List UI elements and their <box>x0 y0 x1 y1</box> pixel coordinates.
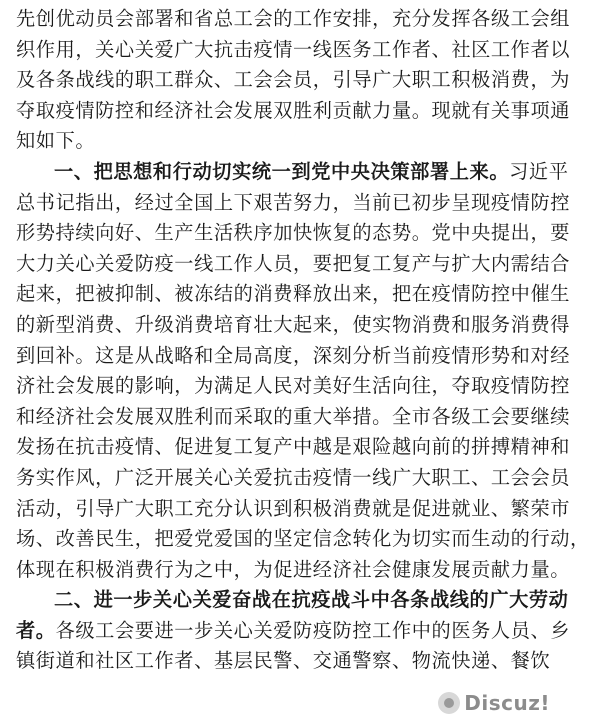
text-line: 镇街道和社区工作者、基层民警、交通警察、物流快递、餐饮 <box>16 649 551 673</box>
text-line: 发扬在抗击疫情、促进复工复产中越是艰险越向前的拼搏精神和 <box>16 435 571 459</box>
text-line: 活动，引导广大职工充分认识到积极消费就是促进就业、繁荣市 <box>16 496 571 520</box>
text-line: 到回补。这是从战略和全局高度，深刻分析当前疫情形势和对经 <box>16 343 571 367</box>
text-line: 济社会发展的影响，为满足人民对美好生活向往，夺取疫情防控 <box>16 374 571 398</box>
text-line: 总书记指出，经过全国上下艰苦努力，当前已初步呈现疫情防控 <box>16 190 571 214</box>
text-line: 及各条战线的职工群众、工会会员，引导广大职工积极消费，为 <box>16 68 571 92</box>
watermark-text: Discuz! <box>464 691 550 715</box>
watermark <box>434 687 554 719</box>
text-line: 起来，把被抑制、被冻结的消费释放出来，把在疫情防控中催生 <box>16 282 571 306</box>
text-line: 和经济社会发展双胜利而采取的重大举措。全市各级工会要继续 <box>16 404 571 428</box>
text-line: 场、改善民生，把爱党爱国的坚定信念转化为切实而生动的行动， <box>16 527 590 551</box>
text-fragment: 各级工会要进一步关心关爱防疫防控工作中的医务人员、乡 <box>55 618 571 642</box>
text-line: 的新型消费、升级消费培育壮大起来，使实物消费和服务消费得 <box>16 312 571 336</box>
discuz-logo-icon <box>438 692 460 714</box>
text-line: 务实作风，广泛开展关心关爱抗击疫情一线广大职工、工会会员 <box>16 465 571 489</box>
text-fragment: 习近平 <box>509 159 569 183</box>
section-heading-2: 二、进一步关心关爱奋战在抗疫战斗中各条战线的广大劳动 <box>54 588 569 612</box>
text-line: 大力关心关爱防疫一线工作人员，要把复工复产与扩大内需结合 <box>16 251 571 275</box>
text-line: 先创优动员会部署和省总工会的工作安排，充分发挥各级工会组 <box>16 7 571 30</box>
section-heading-2-end: 者。 <box>16 618 56 642</box>
text-line: 体现在积极消费行为之中，为促进经济社会健康发展贡献力量。 <box>16 557 571 581</box>
text-line: 织作用，关心关爱广大抗击疫情一线医务工作者、社区工作者以 <box>16 37 571 61</box>
text-line: 知如下。 <box>16 129 96 153</box>
text-line: 夺取疫情防控和经济社会发展双胜利贡献力量。现就有关事项通 <box>16 98 571 122</box>
section-heading-1-line <box>16 157 569 188</box>
section-heading-1: 一、把思想和行动切实统一到党中央决策部署上来。 <box>54 159 510 183</box>
text-line: 形势持续向好、生产生活秩序加快恢复的态势。党中央提出，要 <box>16 221 571 245</box>
section-heading-2-line <box>16 616 571 647</box>
